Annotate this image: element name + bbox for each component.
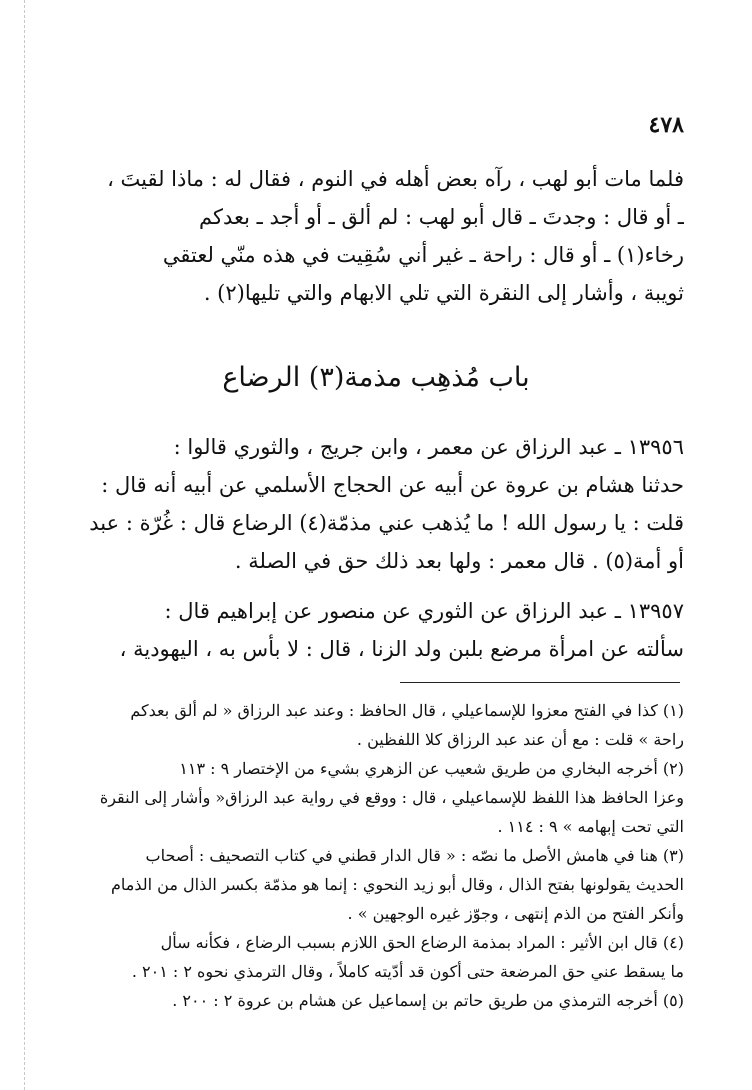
text-line: ثويبة ، وأشار إلى النقرة التي تلي الابهام والتي تليها(٢) . — [203, 281, 684, 305]
text-line: رخاء(١) ـ أو قال : راحة ـ غير أني سُقِيت في هذه منّي لعتقي — [162, 243, 684, 267]
footnote-line: راحة » قلت : مع أن عند عبد الرزاق كلا اللفظين . — [356, 730, 684, 749]
text-line: حدثنا هشام بن عروة عن أبيه عن الحجاج الأسلمي عن أبيه أنه قال : — [101, 473, 684, 497]
footnote-line: (٢) أخرجه البخاري من طريق شعيب عن الزهري بشيء من الإختصار ٩ : ١١٣ — [179, 759, 684, 778]
footnote-line: الحديث يقولونها بفتح الذال ، وقال أبو زيد النحوي : إنما هو مذمّة بكسر الذال من الذمام — [110, 875, 684, 894]
footnote-line: التي تحت إبهامه » ٩ : ١١٤ . — [497, 817, 684, 836]
page-number: ٤٧٨ — [648, 112, 684, 138]
text-line: فلما مات أبو لهب ، رآه بعض أهله في النوم ، فقال له : ماذا لقيتَ ، — [107, 167, 684, 191]
footnote-line: (١) كذا في الفتح معزوا للإسماعيلي ، قال الحافظ : وعند عبد الرزاق « لم ألق بعدكم — [130, 701, 684, 720]
margin-rule — [24, 0, 25, 1090]
footnote-line: (٥) أخرجه الترمذي من طريق حاتم بن إسماعيل عن هشام بن عروة ٢ : ٢٠٠ . — [172, 991, 684, 1010]
footnote-separator — [400, 682, 680, 683]
footnote-line: وأنكر الفتح من الذم إنتهى ، وجوّز غيره الوجهين » . — [347, 904, 684, 923]
text-line: أو أمة(٥) . قال معمر : ولها بعد ذلك حق في الصلة . — [234, 549, 684, 573]
footnote-line: (٤) قال ابن الأثير : المراد بمذمة الرضاع الحق اللازم بسبب الرضاع ، فكأنه سأل — [160, 933, 684, 952]
text-line: ١٣٩٥٦ ـ عبد الرزاق عن معمر ، وابن جريج ، والثوري قالوا : — [173, 435, 684, 459]
footnotes — [44, 696, 684, 1015]
hadith-13957 — [44, 592, 684, 668]
text-line: سألته عن امرأة مرضع بلبن ولد الزنا ، قال : لا بأس به ، اليهودية ، — [119, 637, 684, 661]
intro-paragraph — [44, 160, 684, 312]
text-line: قلت : يا رسول الله ! ما يُذهب عني مذمّة(٤) الرضاع قال : غُرّة : عبد — [89, 511, 684, 535]
footnote-line: (٣) هنا في هامش الأصل ما نصّه : « قال الدار قطني في كتاب التصحيف : أصحاب — [145, 846, 684, 865]
chapter-heading: باب مُذهِب مذمة(٣) الرضاع — [222, 362, 530, 393]
footnote-line: وعزا الحافظ هذا اللفظ للإسماعيلي ، قال : ووقع في رواية عبد الرزاق« وأشار إلى النقرة — [99, 788, 684, 807]
hadith-13956 — [44, 428, 684, 580]
footnote-line: ما يسقط عني حق المرضعة حتى أكون قد أدّيته كاملاً ، وقال الترمذي نحوه ٢ : ٢٠١ . — [131, 962, 684, 981]
text-line: ـ أو قال : وجدتَ ـ قال أبو لهب : لم ألق ـ أو أجد ـ بعدكم — [199, 205, 684, 229]
text-line: ١٣٩٥٧ ـ عبد الرزاق عن الثوري عن منصور عن إبراهيم قال : — [164, 599, 684, 623]
